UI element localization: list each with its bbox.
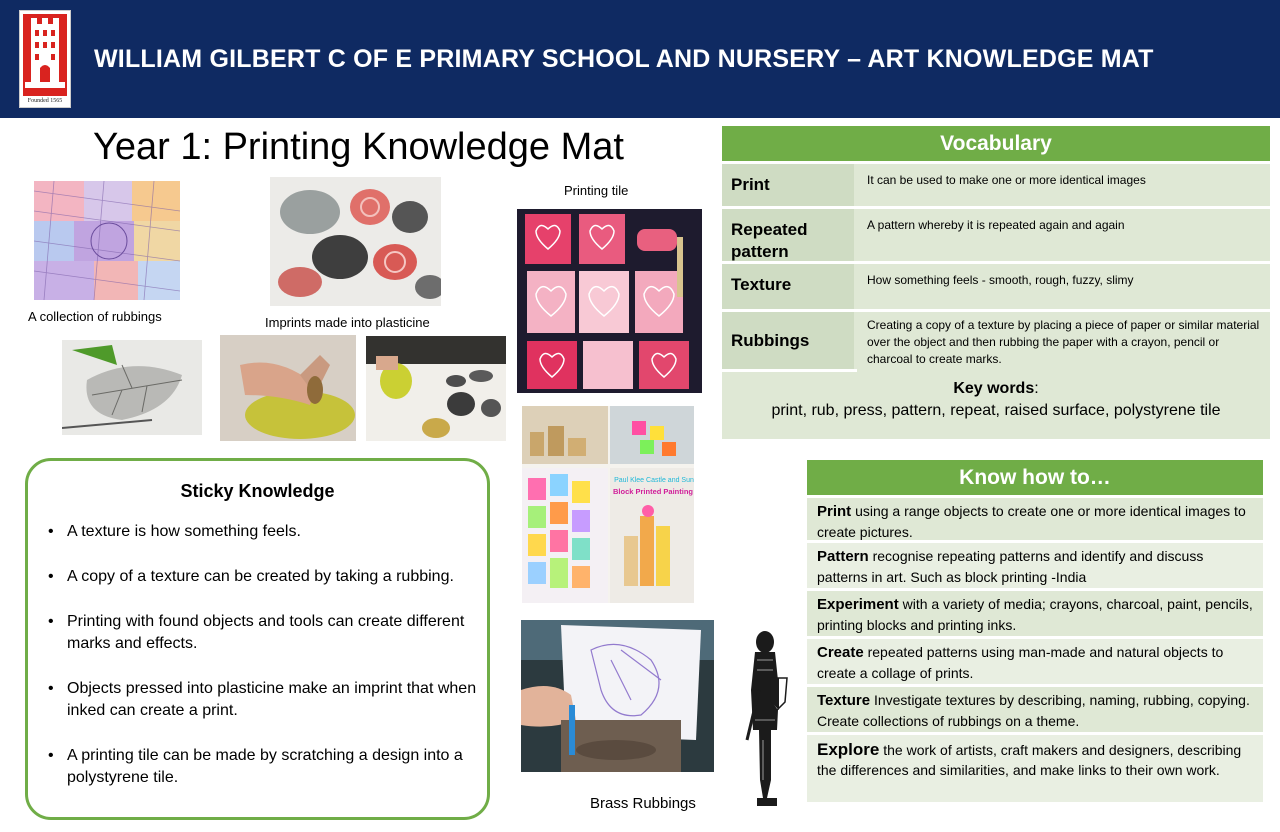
- vocab-term: Rubbings: [722, 312, 854, 369]
- key-words-list: print, rub, press, pattern, repeat, raised surface, polystyrene tile: [771, 402, 1221, 419]
- know-how-lead: Texture: [817, 692, 871, 709]
- logo-founded-text: Founded 1565: [27, 98, 63, 104]
- rubbings-collage-image: [34, 181, 180, 300]
- klee-caption-line1: Paul Klee Castle and Sun: [614, 477, 694, 484]
- know-how-row: [807, 540, 1263, 588]
- know-how-rows: [807, 495, 1263, 802]
- klee-caption-line2: Block Printed Painting: [612, 487, 693, 496]
- know-how-row: [807, 588, 1263, 636]
- knight-brass-icon: [743, 630, 791, 808]
- know-how-text: with a variety of media; crayons, charcoal, paint, pencils, printing blocks and printing inks.: [817, 596, 1253, 633]
- caption-printing-tile: Printing tile: [564, 183, 629, 198]
- plasticine-press-image: [220, 335, 356, 441]
- leaf-rubbing-image: [62, 340, 202, 435]
- know-how-text: repeated patterns using man-made and natural objects to create a collage of prints.: [817, 644, 1224, 681]
- know-how-text: the work of artists, craft makers and designers, describing the differences and similarities, and make links to their own work.: [817, 742, 1242, 778]
- sticky-item: • A printing tile can be made by scratching a design into a polystyrene tile.: [48, 745, 488, 789]
- know-how-text: using a range objects to create one or more identical images to create pictures.: [817, 503, 1246, 540]
- banner-title: WILLIAM GILBERT C OF E PRIMARY SCHOOL AND NURSERY – ART KNOWLEDGE MAT: [94, 45, 1154, 73]
- vocab-definition: It can be used to make one or more identical images: [857, 164, 1270, 206]
- know-how-text: recognise repeating patterns and identify and discuss patterns in art. Such as block printing -India: [817, 548, 1204, 585]
- shell-print-image: [366, 336, 506, 441]
- vocab-row-rubbings: [722, 309, 1270, 369]
- know-how-lead: Pattern: [817, 548, 869, 565]
- sticky-knowledge-list: [48, 521, 488, 812]
- vocab-term: Print: [722, 164, 854, 206]
- know-how-lead: Experiment: [817, 596, 899, 613]
- caption-rubbings: A collection of rubbings: [28, 309, 162, 324]
- know-how-lead: Explore: [817, 740, 880, 759]
- vocab-row-texture: [722, 261, 1270, 309]
- klee-block-print-image: [522, 406, 694, 603]
- vocab-definition: Creating a copy of a texture by placing a piece of paper or similar material over the object and then rubbing the paper with a crayon, pencil or charcoal to create marks.: [857, 312, 1270, 376]
- vocab-row-print: [722, 161, 1270, 206]
- page-title: Year 1: Printing Knowledge Mat: [93, 126, 624, 168]
- sticky-knowledge-title: Sticky Knowledge: [180, 481, 335, 501]
- caption-brass-rubbings: Brass Rubbings: [590, 795, 696, 812]
- sticky-item: • Printing with found objects and tools can create different marks and effects.: [48, 611, 488, 655]
- imprints-print-image: [270, 177, 441, 306]
- key-words: Key words: print, rub, press, pattern, repeat, raised surface, polystyrene tile: [722, 369, 1270, 439]
- know-how-row: [807, 636, 1263, 684]
- vocab-definition: A pattern whereby it is repeated again and again: [857, 209, 1270, 261]
- printing-tile-image: [517, 209, 702, 393]
- sticky-item: • A copy of a texture can be created by taking a rubbing.: [48, 566, 488, 588]
- caption-imprints: Imprints made into plasticine: [265, 315, 430, 330]
- brass-rubbing-photo: [521, 620, 714, 772]
- know-how-lead: Create: [817, 644, 864, 661]
- vocab-term: Texture: [722, 264, 854, 309]
- sticky-item: • Objects pressed into plasticine make an imprint that when inked can create a print.: [48, 678, 488, 722]
- know-how-row: [807, 732, 1263, 802]
- know-how-table: [807, 460, 1263, 802]
- know-how-heading: Know how to…: [807, 460, 1263, 495]
- vocab-term: Repeated pattern: [722, 209, 854, 261]
- vocab-row-repeated-pattern: [722, 206, 1270, 261]
- vocabulary-table: [722, 126, 1270, 439]
- vocab-definition: How something feels - smooth, rough, fuzzy, slimy: [857, 264, 1270, 309]
- know-how-text: Investigate textures by describing, naming, rubbing, copying. Create collections of rubbings on a theme.: [817, 692, 1250, 729]
- school-logo: [19, 10, 71, 108]
- sticky-knowledge-box: [25, 458, 490, 820]
- key-words-label: Key words: [953, 380, 1035, 397]
- header-banner: [0, 0, 1280, 118]
- know-how-row: [807, 495, 1263, 540]
- know-how-row: [807, 684, 1263, 732]
- sticky-item: • A texture is how something feels.: [48, 521, 488, 543]
- castle-icon: [23, 14, 67, 96]
- vocabulary-heading: Vocabulary: [722, 126, 1270, 161]
- know-how-lead: Print: [817, 503, 852, 520]
